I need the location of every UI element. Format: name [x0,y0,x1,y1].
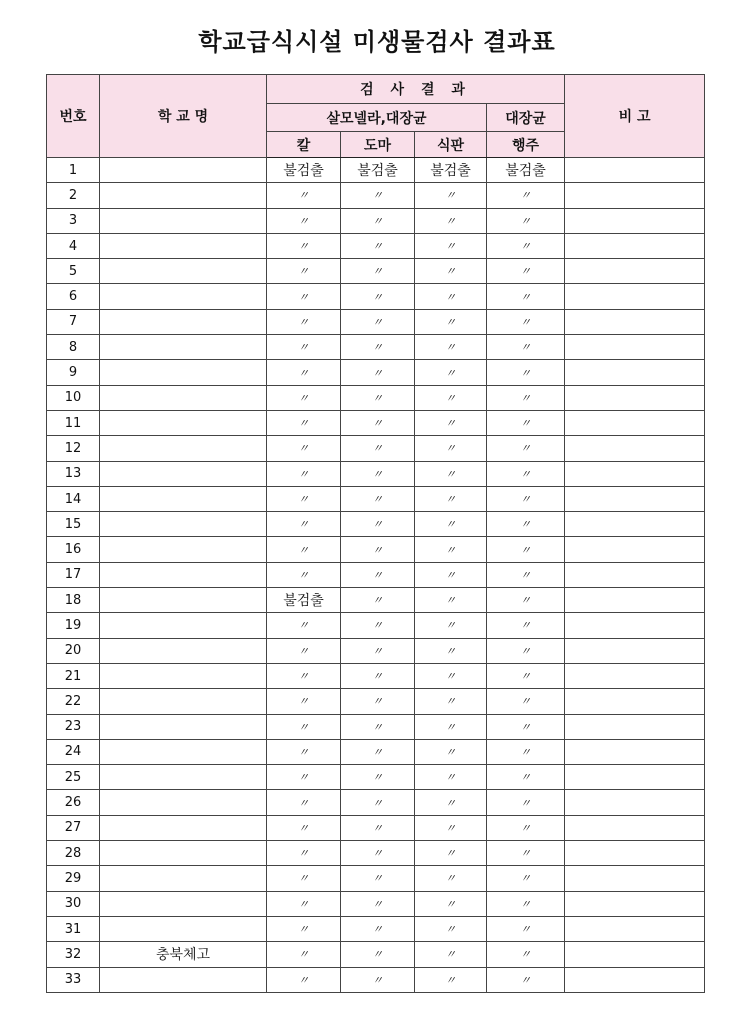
remarks-cell [565,183,705,208]
remarks-cell [565,891,705,916]
row-number: 23 [47,714,100,739]
school-name [100,284,267,309]
result-tray: 〃 [415,309,487,334]
result-tray: 〃 [415,663,487,688]
remarks-cell [565,360,705,385]
school-name [100,158,267,183]
table-row [47,537,705,562]
school-name [100,486,267,511]
row-number: 8 [47,335,100,360]
remarks-cell [565,967,705,992]
table-row [47,891,705,916]
school-name [100,436,267,461]
table-row [47,790,705,815]
result-knife: 〃 [267,360,341,385]
result-tray: 〃 [415,385,487,410]
table-row [47,942,705,967]
result-tray: 〃 [415,841,487,866]
result-cloth: 〃 [487,916,565,941]
result-knife: 〃 [267,309,341,334]
header-cloth: 행주 [487,132,565,158]
result-tray: 〃 [415,183,487,208]
school-name [100,663,267,688]
result-tray: 〃 [415,638,487,663]
row-number: 3 [47,208,100,233]
result-tray: 불검출 [415,158,487,183]
result-board: 〃 [341,410,415,435]
school-name [100,385,267,410]
school-name [100,537,267,562]
table-row [47,689,705,714]
table-row [47,233,705,258]
result-board: 〃 [341,613,415,638]
result-cloth: 〃 [487,714,565,739]
result-tray: 〃 [415,739,487,764]
row-number: 16 [47,537,100,562]
remarks-cell [565,486,705,511]
table-row [47,284,705,309]
table-row [47,259,705,284]
remarks-cell [565,410,705,435]
header-no: 번호 [47,75,100,158]
remarks-cell [565,158,705,183]
result-knife: 〃 [267,765,341,790]
result-knife: 불검출 [267,588,341,613]
result-cloth: 〃 [487,638,565,663]
header-school: 학 교 명 [100,75,267,158]
result-board: 〃 [341,815,415,840]
school-name [100,208,267,233]
result-tray: 〃 [415,588,487,613]
row-number: 21 [47,663,100,688]
table-row [47,158,705,183]
result-board: 불검출 [341,158,415,183]
result-knife: 〃 [267,436,341,461]
remarks-cell [565,309,705,334]
result-cloth: 〃 [487,410,565,435]
row-number: 22 [47,689,100,714]
row-number: 20 [47,638,100,663]
school-name [100,739,267,764]
result-cloth: 〃 [487,663,565,688]
row-number: 30 [47,891,100,916]
result-knife: 〃 [267,335,341,360]
result-knife: 불검출 [267,158,341,183]
table-row [47,714,705,739]
row-number: 1 [47,158,100,183]
school-name [100,335,267,360]
result-knife: 〃 [267,916,341,941]
school-name [100,183,267,208]
school-name [100,689,267,714]
result-cloth: 〃 [487,689,565,714]
result-board: 〃 [341,638,415,663]
result-cloth: 〃 [487,385,565,410]
table-row [47,815,705,840]
result-tray: 〃 [415,461,487,486]
school-name [100,765,267,790]
remarks-cell [565,588,705,613]
result-cloth: 〃 [487,335,565,360]
row-number: 9 [47,360,100,385]
row-number: 31 [47,916,100,941]
result-tray: 〃 [415,891,487,916]
result-board: 〃 [341,537,415,562]
remarks-cell [565,916,705,941]
row-number: 33 [47,967,100,992]
result-board: 〃 [341,360,415,385]
table-row [47,613,705,638]
result-board: 〃 [341,309,415,334]
table-row [47,967,705,992]
row-number: 13 [47,461,100,486]
header-tray: 식판 [415,132,487,158]
table-row [47,866,705,891]
result-tray: 〃 [415,410,487,435]
row-number: 32 [47,942,100,967]
remarks-cell [565,638,705,663]
result-tray: 〃 [415,916,487,941]
result-tray: 〃 [415,765,487,790]
result-board: 〃 [341,259,415,284]
result-cloth: 〃 [487,841,565,866]
result-board: 〃 [341,486,415,511]
result-tray: 〃 [415,360,487,385]
page-title: 학교급식시설 미생물검사 결과표 [198,27,556,56]
result-knife: 〃 [267,891,341,916]
result-cloth: 〃 [487,765,565,790]
school-name [100,841,267,866]
result-cloth: 〃 [487,360,565,385]
result-knife: 〃 [267,486,341,511]
result-cloth: 〃 [487,891,565,916]
result-knife: 〃 [267,866,341,891]
result-tray: 〃 [415,233,487,258]
result-board: 〃 [341,436,415,461]
result-board: 〃 [341,916,415,941]
school-name [100,967,267,992]
result-cloth: 〃 [487,436,565,461]
result-tray: 〃 [415,208,487,233]
table-row [47,588,705,613]
result-knife: 〃 [267,562,341,587]
result-board: 〃 [341,385,415,410]
school-name [100,790,267,815]
result-board: 〃 [341,562,415,587]
remarks-cell [565,562,705,587]
school-name [100,916,267,941]
result-board: 〃 [341,891,415,916]
result-tray: 〃 [415,714,487,739]
table-row [47,208,705,233]
result-tray: 〃 [415,967,487,992]
school-name: 충북체고 [100,942,267,967]
school-name [100,714,267,739]
remarks-cell [565,866,705,891]
result-board: 〃 [341,866,415,891]
table-row [47,360,705,385]
result-cloth: 〃 [487,562,565,587]
result-knife: 〃 [267,739,341,764]
remarks-cell [565,537,705,562]
result-table [46,74,705,993]
result-board: 〃 [341,512,415,537]
result-board: 〃 [341,841,415,866]
result-knife: 〃 [267,410,341,435]
school-name [100,512,267,537]
result-knife: 〃 [267,815,341,840]
header-remarks: 비 고 [565,75,705,158]
header-ecoli: 대장균 [487,104,565,132]
remarks-cell [565,841,705,866]
result-cloth: 〃 [487,284,565,309]
result-cloth: 〃 [487,461,565,486]
header-salmonella-ecoli: 살모넬라,대장균 [267,104,487,132]
table-row [47,461,705,486]
table-row [47,739,705,764]
result-cloth: 〃 [487,183,565,208]
result-cloth: 〃 [487,208,565,233]
result-cloth: 〃 [487,815,565,840]
remarks-cell [565,942,705,967]
school-name [100,410,267,435]
result-cloth: 〃 [487,233,565,258]
result-tray: 〃 [415,537,487,562]
remarks-cell [565,461,705,486]
result-board: 〃 [341,208,415,233]
result-knife: 〃 [267,967,341,992]
result-board: 〃 [341,233,415,258]
row-number: 10 [47,385,100,410]
result-cloth: 〃 [487,790,565,815]
school-name [100,815,267,840]
remarks-cell [565,436,705,461]
result-knife: 〃 [267,790,341,815]
row-number: 14 [47,486,100,511]
result-cloth: 〃 [487,309,565,334]
remarks-cell [565,714,705,739]
result-cloth: 〃 [487,588,565,613]
table-row [47,916,705,941]
header-result: 검 사 결 과 [267,75,565,104]
result-cloth: 〃 [487,967,565,992]
result-knife: 〃 [267,663,341,688]
row-number: 27 [47,815,100,840]
remarks-cell [565,613,705,638]
remarks-cell [565,259,705,284]
result-knife: 〃 [267,942,341,967]
table-row [47,841,705,866]
table-row [47,385,705,410]
result-board: 〃 [341,183,415,208]
school-name [100,259,267,284]
row-number: 19 [47,613,100,638]
result-knife: 〃 [267,714,341,739]
table-row [47,436,705,461]
school-name [100,233,267,258]
school-name [100,588,267,613]
result-knife: 〃 [267,613,341,638]
school-name [100,866,267,891]
table-header [47,75,705,158]
header-board: 도마 [341,132,415,158]
result-knife: 〃 [267,284,341,309]
result-tray: 〃 [415,436,487,461]
result-knife: 〃 [267,259,341,284]
result-tray: 〃 [415,486,487,511]
table-row [47,765,705,790]
header-knife: 칼 [267,132,341,158]
row-number: 12 [47,436,100,461]
result-knife: 〃 [267,183,341,208]
school-name [100,461,267,486]
result-board: 〃 [341,335,415,360]
remarks-cell [565,233,705,258]
result-knife: 〃 [267,638,341,663]
remarks-cell [565,512,705,537]
result-cloth: 〃 [487,866,565,891]
result-cloth: 〃 [487,739,565,764]
result-knife: 〃 [267,841,341,866]
result-tray: 〃 [415,866,487,891]
result-tray: 〃 [415,284,487,309]
result-cloth: 〃 [487,486,565,511]
table-row [47,410,705,435]
table-row [47,638,705,663]
result-cloth: 〃 [487,537,565,562]
result-board: 〃 [341,967,415,992]
remarks-cell [565,689,705,714]
row-number: 17 [47,562,100,587]
school-name [100,638,267,663]
result-cloth: 〃 [487,259,565,284]
school-name [100,360,267,385]
result-board: 〃 [341,689,415,714]
result-tray: 〃 [415,689,487,714]
result-board: 〃 [341,739,415,764]
school-name [100,562,267,587]
result-board: 〃 [341,765,415,790]
result-tray: 〃 [415,942,487,967]
row-number: 18 [47,588,100,613]
table-row [47,183,705,208]
row-number: 7 [47,309,100,334]
school-name [100,309,267,334]
result-knife: 〃 [267,208,341,233]
row-number: 4 [47,233,100,258]
result-knife: 〃 [267,385,341,410]
table-row [47,512,705,537]
result-tray: 〃 [415,790,487,815]
table-row [47,335,705,360]
result-board: 〃 [341,461,415,486]
result-board: 〃 [341,714,415,739]
result-cloth: 불검출 [487,158,565,183]
result-board: 〃 [341,790,415,815]
result-board: 〃 [341,942,415,967]
result-board: 〃 [341,284,415,309]
row-number: 5 [47,259,100,284]
result-cloth: 〃 [487,512,565,537]
result-board: 〃 [341,588,415,613]
row-number: 24 [47,739,100,764]
result-knife: 〃 [267,233,341,258]
result-knife: 〃 [267,512,341,537]
result-knife: 〃 [267,461,341,486]
remarks-cell [565,385,705,410]
table-body [47,158,705,993]
row-number: 28 [47,841,100,866]
remarks-cell [565,790,705,815]
result-tray: 〃 [415,815,487,840]
remarks-cell [565,739,705,764]
table-row [47,663,705,688]
result-tray: 〃 [415,259,487,284]
row-number: 6 [47,284,100,309]
remarks-cell [565,815,705,840]
remarks-cell [565,284,705,309]
result-knife: 〃 [267,689,341,714]
result-cloth: 〃 [487,942,565,967]
row-number: 2 [47,183,100,208]
remarks-cell [565,765,705,790]
school-name [100,891,267,916]
remarks-cell [565,663,705,688]
remarks-cell [565,208,705,233]
row-number: 29 [47,866,100,891]
result-board: 〃 [341,663,415,688]
result-tray: 〃 [415,562,487,587]
row-number: 11 [47,410,100,435]
result-tray: 〃 [415,512,487,537]
row-number: 15 [47,512,100,537]
result-knife: 〃 [267,537,341,562]
row-number: 25 [47,765,100,790]
school-name [100,613,267,638]
remarks-cell [565,335,705,360]
result-tray: 〃 [415,335,487,360]
table-row [47,486,705,511]
row-number: 26 [47,790,100,815]
result-tray: 〃 [415,613,487,638]
table-row [47,562,705,587]
result-cloth: 〃 [487,613,565,638]
table-row [47,309,705,334]
